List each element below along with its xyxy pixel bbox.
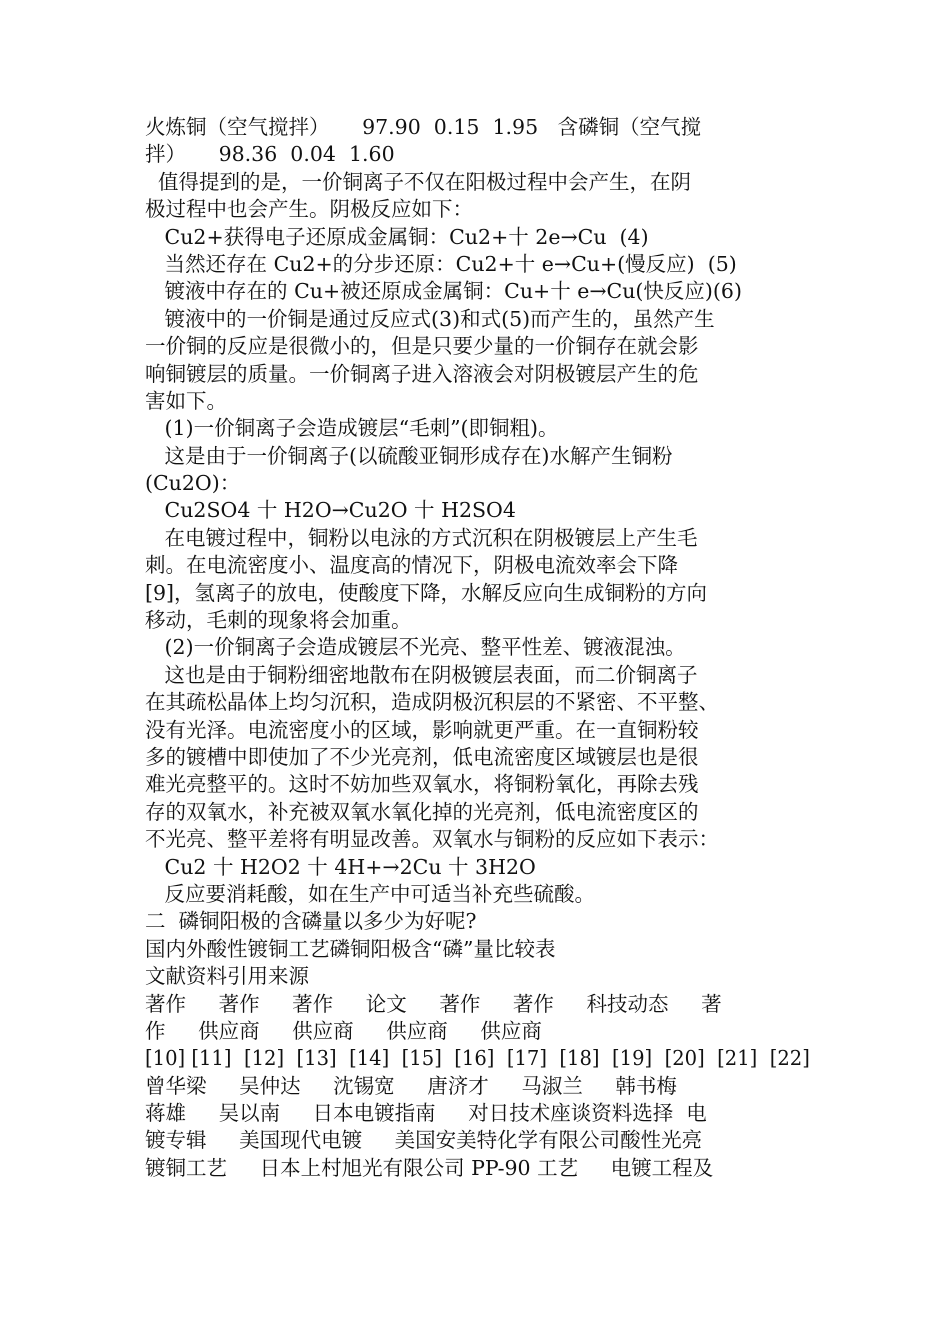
table-row: [10] [11] [12] [13] [14] [15] [16] [17] [18] [19] [20] [21] [22] [145,1046,810,1071]
text-line: 响铜镀层的质量。一价铜离子进入溶液会对阴极镀层产生的危 [145,361,699,386]
table-row: 镀专辑 美国现代电镀 美国安美特化学有限公司酸性光亮 [145,1128,703,1153]
text-line: 多的镀槽中即使加了不少光亮剂，低电流密度区域镀层也是很 [145,744,699,769]
text-line: 这是由于一价铜离子(以硫酸亚铜形成存在)水解产生铜粉 [145,443,673,468]
text-line: 火炼铜（空气搅拌） 97.90 0.15 1.95 含磷铜（空气搅 [145,115,702,139]
text-line: 在其疏松晶体上均匀沉积，造成阴极沉积层的不紧密、不平整、 [145,690,719,715]
table-subtitle: 文献资料引用来源 [145,964,309,989]
text-line: 值得提到的是，一价铜离子不仅在阳极过程中会产生，在阴 [145,169,692,194]
text-line: 一价铜的反应是很微小的，但是只要少量的一价铜存在就会影 [145,334,699,359]
table-row: 曾华梁 吴仲达 沈锡宽 唐济才 马淑兰 韩书梅 [145,1073,677,1098]
text-line: (Cu2O)： [145,471,241,496]
text-line: 拌） 98.36 0.04 1.60 [145,142,395,167]
text-line: 当然还存在 Cu2+的分步还原：Cu2+十 e→Cu+(慢反应) (5) [145,251,737,276]
text-line: (2)一价铜离子会造成镀层不光亮、整平性差、镀液混浊。 [145,635,686,660]
text-line: Cu2+获得电子还原成金属铜：Cu2+十 2e→Cu (4) [145,224,649,249]
text-line: 这也是由于铜粉细密地散布在阴极镀层表面，而二价铜离子 [145,662,698,687]
text-line: 不光亮、整平差将有明显改善。双氧水与铜粉的反应如下表示： [145,827,719,852]
text-line: [9]，氢离子的放电，使酸度下降，水解反应向生成铜粉的方向 [145,580,708,605]
document-page [145,114,810,1182]
text-line: 没有光泽。电流密度小的区域，影响就更严重。在一直铜粉较 [145,717,699,742]
table-row: 蒋雄 吴以南 日本电镀指南 对日技术座谈资料选择 电 [145,1101,707,1126]
table-row: 著作 著作 著作 论文 著作 著作 科技动态 著 [145,991,722,1016]
table-row: 镀铜工艺 日本上村旭光有限公司 PP-90 工艺 电镀工程及 [145,1155,714,1180]
section-heading: 二 磷铜阳极的含磷量以多少为好呢? [145,909,477,934]
text-line: 移动，毛刺的现象将会加重。 [145,608,412,633]
text-line: 刺。在电流密度小、温度高的情况下，阴极电流效率会下降 [145,553,678,578]
text-line: (1)一价铜离子会造成镀层“毛刺”(即铜粗)。 [145,416,559,441]
text-line: 害如下。 [145,388,227,413]
text-line: Cu2SO4 十 H2O→Cu2O 十 H2SO4 [145,498,516,523]
text-line: Cu2 十 H2O2 十 4H+→2Cu 十 3H2O [145,854,536,879]
text-line: 镀液中的一价铜是通过反应式(3)和式(5)而产生的，虽然产生 [145,306,715,331]
text-line: 存的双氧水，补充被双氧水氧化掉的光亮剂，低电流密度区的 [145,799,699,824]
text-line: 难光亮整平的。这时不妨加些双氧水，将铜粉氧化，再除去残 [145,772,699,797]
table-title: 国内外酸性镀铜工艺磷铜阳极含“磷”量比较表 [145,936,556,961]
text-line: 镀液中存在的 Cu+被还原成金属铜：Cu+十 e→Cu(快反应)(6) [145,279,742,304]
text-line: 反应要消耗酸，如在生产中可适当补充些硫酸。 [145,881,596,906]
text-line: 在电镀过程中，铜粉以电泳的方式沉积在阴极镀层上产生毛 [145,525,698,550]
table-row: 作 供应商 供应商 供应商 供应商 [145,1018,542,1043]
text-line: 极过程中也会产生。阴极反应如下： [145,197,473,222]
